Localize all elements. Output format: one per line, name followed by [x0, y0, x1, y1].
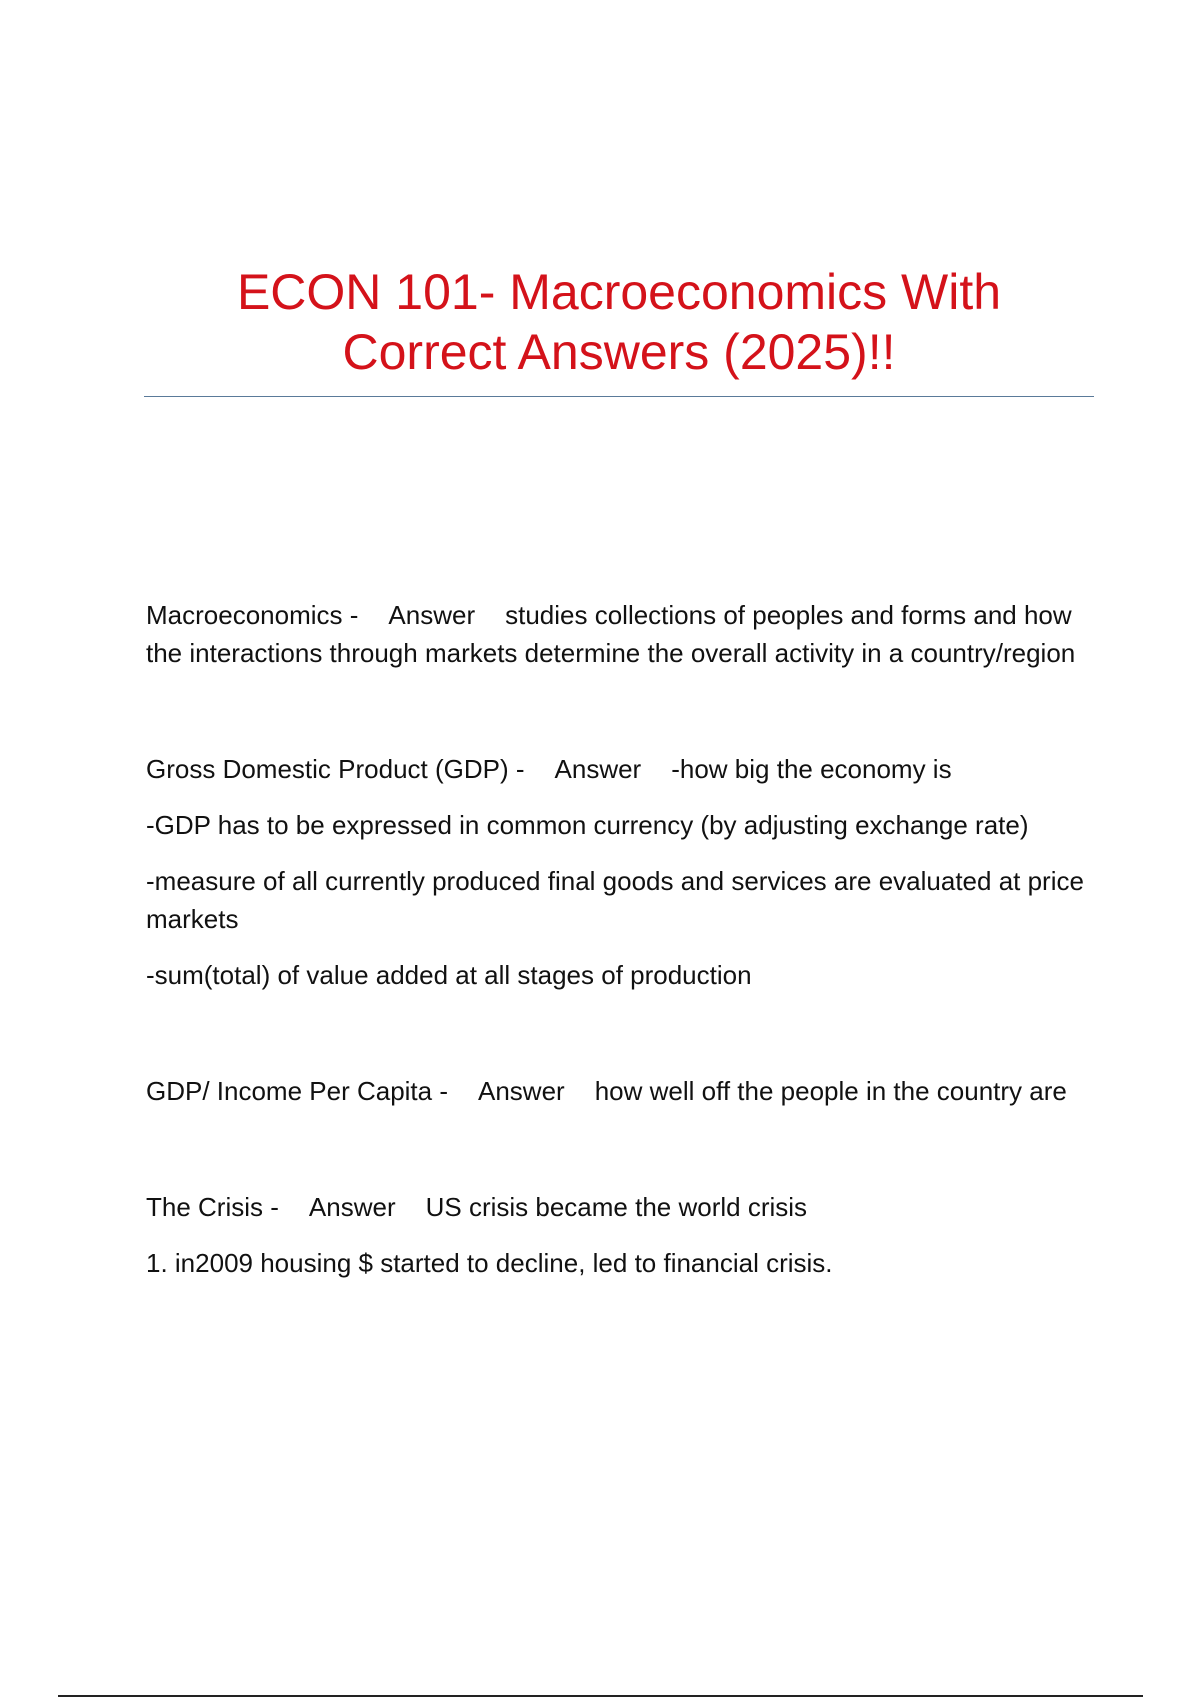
definition-text: US crisis became the world crisis: [425, 1192, 808, 1222]
entry-text: [146, 750, 1086, 788]
term-label: Macroeconomics -: [146, 600, 359, 630]
flashcard-entry-gdp-per-capita: [146, 1072, 1086, 1110]
answer-label: Answer: [308, 1192, 396, 1222]
definition-line: 1. in2009 housing $ started to decline, led to financial crisis.: [146, 1248, 833, 1278]
entry-text: [146, 1188, 1086, 1226]
flashcard-entry-the-crisis: [146, 1188, 1086, 1282]
title-line-2: Correct Answers (2025)!!: [342, 324, 896, 380]
entry-text: [146, 1072, 1086, 1110]
document-title: [144, 262, 1094, 382]
page-bottom-rule: [58, 1695, 1143, 1697]
answer-label: Answer: [478, 1076, 565, 1106]
term-label: GDP/ Income Per Capita -: [146, 1076, 448, 1106]
definition-line: -GDP has to be expressed in common currency (by adjusting exchange rate): [146, 810, 1029, 840]
definition-line: -sum(total) of value added at all stages of production: [146, 960, 752, 990]
answer-label: Answer: [388, 600, 476, 630]
definition-text: -how big the economy is: [671, 754, 952, 784]
flashcard-entry-macroeconomics: [146, 596, 1086, 672]
title-line-1: ECON 101- Macroeconomics With: [236, 264, 1002, 320]
answer-label: Answer: [554, 754, 642, 784]
entry-text: [146, 596, 1086, 672]
definition-text: how well off the people in the country are: [594, 1076, 1067, 1106]
flashcard-entry-gdp: [146, 750, 1086, 994]
term-label: Gross Domestic Product (GDP) -: [146, 754, 525, 784]
flashcard-list: [146, 596, 1086, 1282]
term-label: The Crisis -: [146, 1192, 279, 1222]
definition-text: studies collections of peoples and forms and how the interactions through markets determine the overall activity in a country/region: [146, 600, 1076, 668]
definition-line: -measure of all currently produced final goods and services are evaluated at price markets: [146, 866, 1084, 934]
title-divider: [144, 396, 1094, 397]
